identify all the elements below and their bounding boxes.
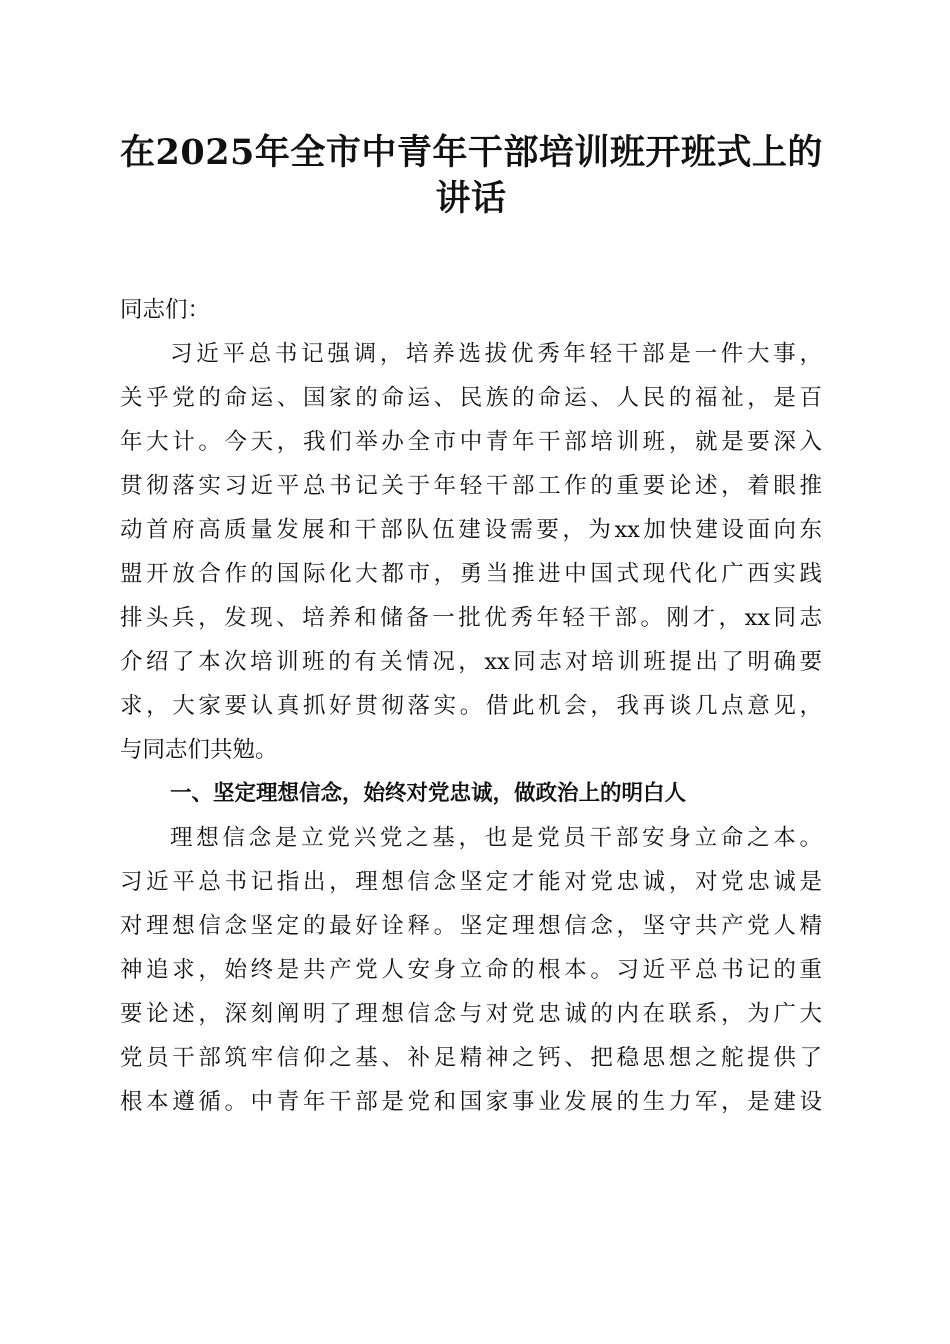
text-line: 神追求，始终是共产党人安身立命的根本。习近平总书记的重 <box>120 957 822 983</box>
document-title <box>120 130 822 222</box>
text-line: 对理想信念坚定的最好诠释。坚定理想信念，坚守共产党人精 <box>120 913 822 939</box>
text-line: 与同志们共勉。 <box>120 737 278 763</box>
text-line: 理想信念是立党兴党之基，也是党员干部安身立命之本。 <box>170 825 822 851</box>
section-heading: 一、坚定理想信念，始终对党忠诚，做政治上的明白人 <box>170 781 687 806</box>
text-line: 要论述，深刻阐明了理想信念与对党忠诚的内在联系，为广大 <box>120 1001 822 1027</box>
text-line: 求，大家要认真抓好贯彻落实。借此机会，我再谈几点意见， <box>120 693 822 719</box>
text-line: 介绍了本次培训班的有关情况，xx同志对培训班提出了明确要 <box>120 649 822 675</box>
title-line: 讲话 <box>435 178 507 219</box>
text-line: 根本遵循。中青年干部是党和国家事业发展的生力军，是建设 <box>120 1089 822 1115</box>
salutation: 同志们： <box>120 297 211 323</box>
text-line: 党员干部筑牢信仰之基、补足精神之钙、把稳思想之舵提供了 <box>120 1045 822 1071</box>
document-page <box>120 130 822 1124</box>
text-line: 习近平总书记指出，理想信念坚定才能对党忠诚，对党忠诚是 <box>120 869 822 895</box>
text-line: 关乎党的命运、国家的命运、民族的命运、人民的福祉，是百 <box>120 385 822 411</box>
text-line: 动首府高质量发展和干部队伍建设需要，为xx加快建设面向东 <box>120 517 822 543</box>
text-line: 年大计。今天，我们举办全市中青年干部培训班，就是要深入 <box>120 429 822 455</box>
text-line: 习近平总书记强调，培养选拔优秀年轻干部是一件大事， <box>170 341 822 367</box>
text-line: 盟开放合作的国际化大都市，勇当推进中国式现代化广西实践 <box>120 561 822 587</box>
title-line: 在2025年全市中青年干部培训班开班式上的 <box>120 132 823 173</box>
text-line: 贯彻落实习近平总书记关于年轻干部工作的重要论述，着眼推 <box>120 473 822 499</box>
text-line: 排头兵，发现、培养和储备一批优秀年轻干部。刚才，xx同志 <box>120 605 822 631</box>
paragraph-section1 <box>120 816 822 1124</box>
paragraph-intro <box>120 332 822 772</box>
